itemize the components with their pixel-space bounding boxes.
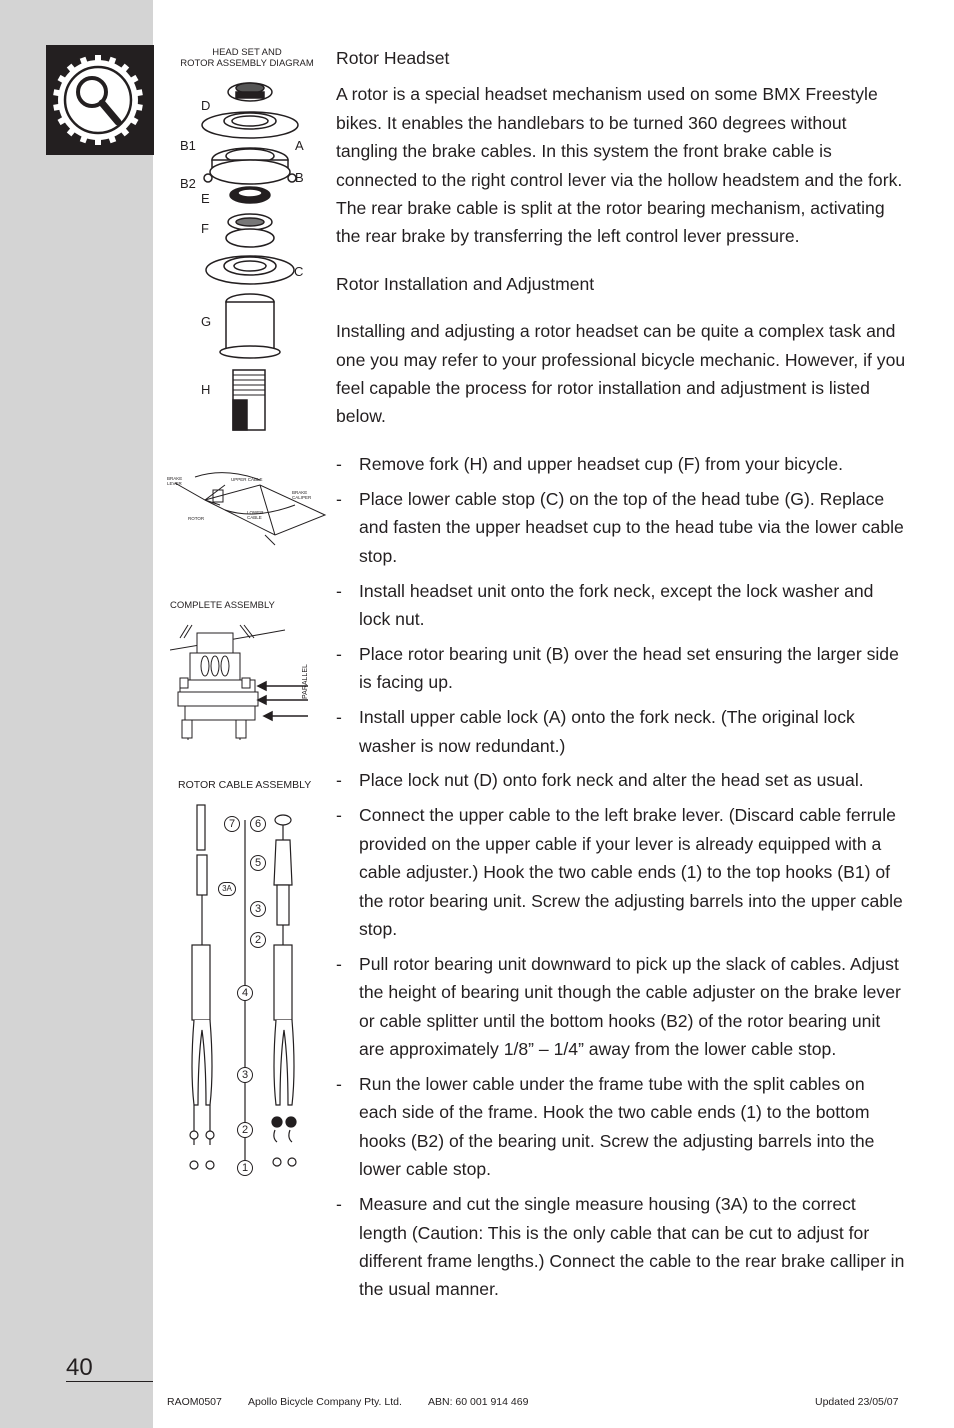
complete-assembly-caption: COMPLETE ASSEMBLY <box>170 600 275 611</box>
footer-code: RAOM0507 <box>167 1396 222 1408</box>
cable-part-5: 5 <box>250 855 266 871</box>
lower-cable-label-line2: CABLE <box>247 515 262 520</box>
step-dash: - <box>336 1194 342 1215</box>
step-text: Install headset unit onto the fork neck, except the lock washer and lock nut. <box>359 580 874 629</box>
label-c: C <box>294 264 304 279</box>
label-g: G <box>201 314 212 329</box>
step-text: Install upper cable lock (A) onto the fork neck. (The original lock washer is now redundant.) <box>359 707 855 756</box>
rotor-cable-assembly-caption: ROTOR CABLE ASSEMBLY <box>178 779 312 791</box>
step-text: Run the lower cable under the frame tube with the split cables on each side of the frame. Hook the two cable ends (1) to the bottom hooks (B2) of the bearing unit. Screw the adjusting barrels into the lower cable stop. <box>359 1074 875 1180</box>
bike-upper-cable-label: UPPER CABLE <box>231 477 263 482</box>
intro-paragraph: A rotor is a special headset mechanism used on some BMX Freestyle bikes. It enables the handlebars to be turned 360 degrees without tangling the brake cables. In this system the front brake cable is connected to the right control lever via the hollow headstem and the fork. The rear brake cable is split at the rotor bearing mechanism, activating the rear brake by transferring the left control lever pressure. <box>336 84 903 247</box>
label-a: A <box>295 138 304 153</box>
step-item <box>336 1070 906 1184</box>
step-dash: - <box>336 770 342 791</box>
step-item <box>336 801 906 943</box>
brake-lever-label-line1: BRAKE <box>167 476 183 481</box>
article-title: Rotor Headset <box>336 48 450 68</box>
brake-caliper-label-line1: BRAKE <box>292 490 308 495</box>
installation-subheading: Rotor Installation and Adjustment <box>336 273 595 294</box>
brake-lever-label-line2: LEVER <box>167 481 182 486</box>
step-dash: - <box>336 643 342 664</box>
step-dash: - <box>336 953 342 974</box>
step-text: Measure and cut the single measure housing (3A) to the correct length (Caution: This is the only cable that can be cut to adjust for different frame lengths.) Connect the cable to the rear brake calliper in the usual manner. <box>359 1194 905 1300</box>
magnifier-gear-icon <box>46 45 154 155</box>
step-item <box>336 950 906 1064</box>
cable-part-3-upper: 3 <box>250 901 266 917</box>
page-sidebar <box>0 0 153 1428</box>
cable-part-3a: 3A <box>218 882 236 896</box>
label-b2: B2 <box>180 176 196 191</box>
bike-lower-cable-label <box>247 510 264 520</box>
label-b: B <box>295 170 304 185</box>
step-item <box>336 577 906 634</box>
bike-brake-caliper-label <box>292 490 311 500</box>
step-text: Place lock nut (D) onto fork neck and alter the head set as usual. <box>359 770 864 791</box>
article-body <box>336 44 906 1310</box>
complete-assembly-diagram <box>170 620 310 745</box>
cable-part-6: 6 <box>250 816 266 832</box>
installation-intro-paragraph: Installing and adjusting a rotor headset can be quite a complex task and one you may refer to your professional bicycle mechanic. However, if you feel capable the process for rotor installation and adjustment is listed below. <box>336 321 906 427</box>
label-b1: B1 <box>180 138 196 153</box>
page-number-rule <box>66 1381 153 1382</box>
step-text: Place lower cable stop (C) on the top of the head tube (G). Replace and fasten the upper headset cup to the head tube via the lower cable stop. <box>359 488 904 566</box>
step-item <box>336 450 906 478</box>
step-text: Connect the upper cable to the left brake lever. (Discard cable ferrule provided on the upper cable if your lever is already equipped with a cable adjuster.) Hook the two cable ends (1) to the top hooks (B1) of the rotor bearing unit. Screw the adjusting barrels into the upper cable stop. <box>359 805 903 939</box>
cable-part-2-lower: 2 <box>237 1122 253 1138</box>
step-text: Pull rotor bearing unit downward to pick up the slack of cables. Adjust the height of bearing unit though the cable adjuster on the brake lever or cable splitter until the bottom hooks (B2) of the rotor bearing unit are approximately 1/8” – 1/4” away from the lower cable stop. <box>359 953 901 1060</box>
step-item <box>336 1190 906 1304</box>
label-d: D <box>201 98 211 113</box>
parallel-label: PARALLEL <box>302 664 309 699</box>
step-dash: - <box>336 580 342 601</box>
page-number: 40 <box>66 1354 93 1381</box>
headset-caption-line1: HEAD SET AND <box>212 47 282 58</box>
step-dash: - <box>336 1074 342 1094</box>
footer-updated: Updated 23/05/07 <box>815 1396 899 1408</box>
footer-abn: ABN: 60 001 914 469 <box>428 1396 529 1408</box>
headset-exploded-diagram <box>195 80 305 435</box>
step-dash: - <box>336 488 342 509</box>
step-item <box>336 640 906 697</box>
label-e: E <box>201 191 210 206</box>
headset-diagram-caption <box>172 47 322 69</box>
cable-part-4: 4 <box>237 985 253 1001</box>
step-text: Place rotor bearing unit (B) over the head set ensuring the larger side is facing up. <box>359 643 899 693</box>
step-text: Remove fork (H) and upper headset cup (F) from your bicycle. <box>359 453 844 474</box>
section-badge <box>46 45 154 155</box>
step-item <box>336 766 906 794</box>
footer-company: Apollo Bicycle Company Pty. Ltd. <box>248 1396 402 1408</box>
step-dash: - <box>336 707 342 728</box>
brake-caliper-label-line2: CALIPER <box>292 495 312 500</box>
step-item <box>336 485 906 570</box>
label-f: F <box>201 221 209 236</box>
installation-steps <box>336 450 906 1304</box>
cable-part-7: 7 <box>224 816 240 832</box>
cable-part-1: 1 <box>237 1160 253 1176</box>
step-dash: - <box>336 805 342 826</box>
headset-caption-line2: ROTOR ASSEMBLY DIAGRAM <box>180 58 314 69</box>
step-dash: - <box>336 453 342 474</box>
step-item <box>336 703 906 760</box>
cable-part-2-upper: 2 <box>250 932 266 948</box>
cable-part-3-lower: 3 <box>237 1067 253 1083</box>
bike-rotor-label: ROTOR <box>188 516 205 521</box>
label-h: H <box>201 382 211 397</box>
lower-cable-label-line1: LOWER <box>247 510 264 515</box>
bike-brake-lever-label <box>167 476 182 486</box>
